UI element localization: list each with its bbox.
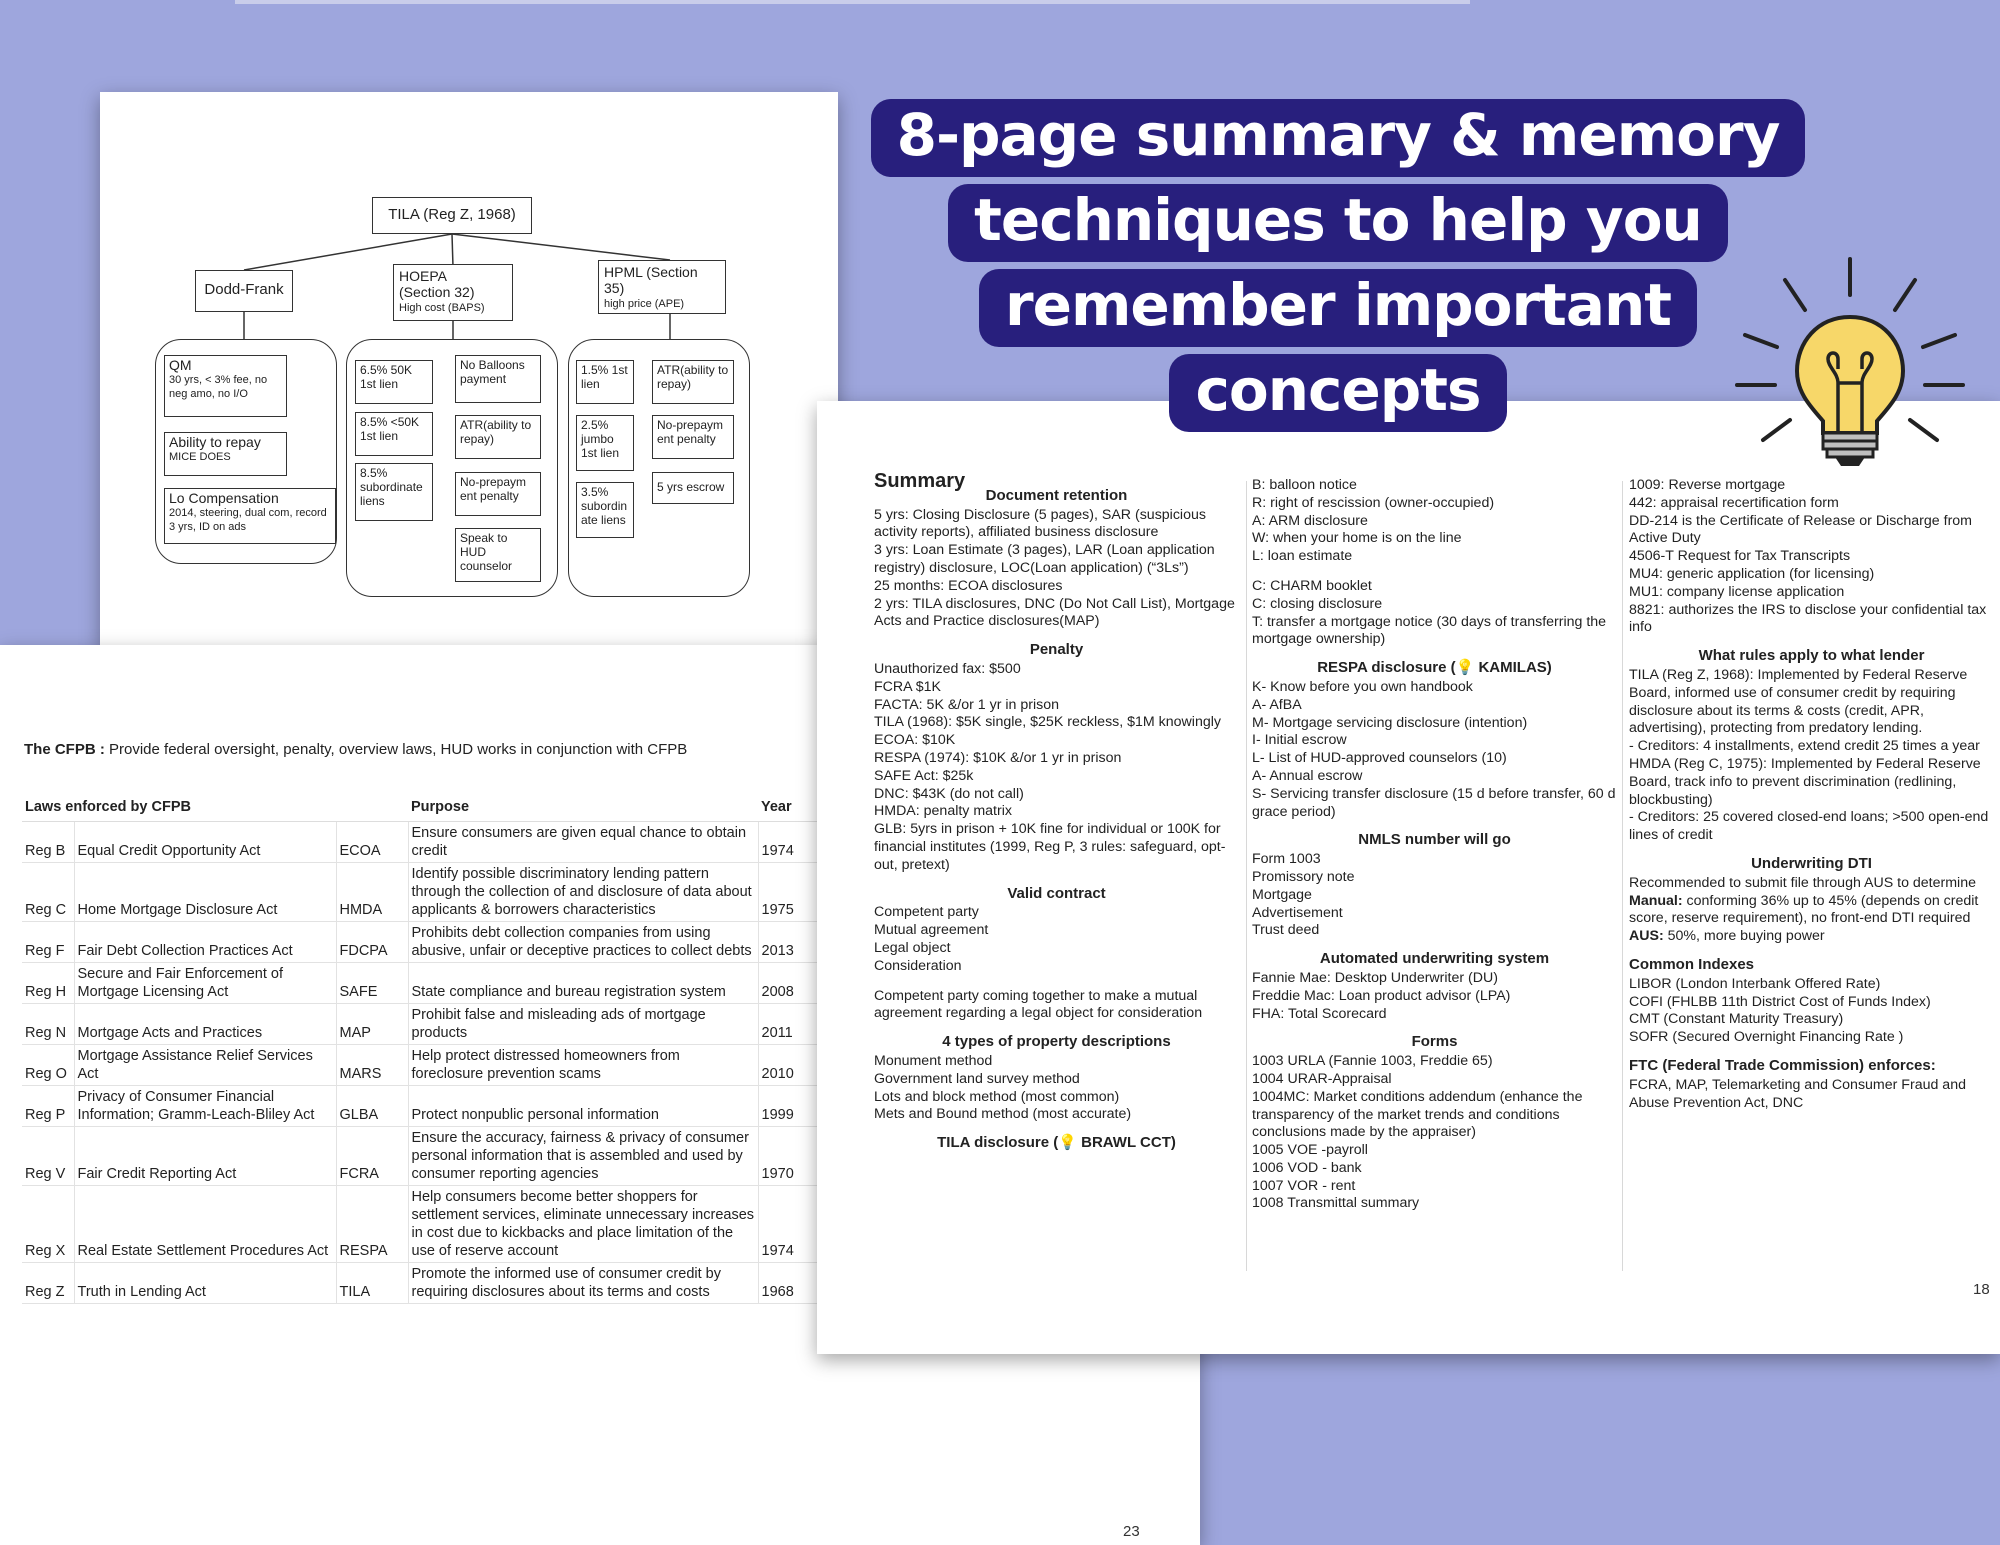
nmls-item: Advertisement <box>1252 904 1343 921</box>
index-item: COFI (FHLBB 11th District Cost of Funds Index) <box>1629 993 1931 1010</box>
cell-law: Mortgage Acts and Practices <box>74 1003 336 1044</box>
cell-reg: Reg C <box>22 862 74 921</box>
forms-list <box>1252 1053 1617 1213</box>
mini-bulb-icon: 💡 <box>1455 659 1475 677</box>
cell-abbr: MARS <box>336 1044 408 1085</box>
cell-reg: Reg O <box>22 1044 74 1085</box>
form-item: 1007 VOR - rent <box>1252 1177 1356 1194</box>
respa-item: K- Know before you own handbook <box>1252 678 1473 695</box>
hpml-box-1: 1.5% 1st lien <box>576 360 634 404</box>
summary-title: Summary <box>874 470 966 492</box>
cell-abbr: MAP <box>336 1003 408 1044</box>
hpml-box-6: 5 yrs escrow <box>652 472 734 504</box>
aus-item: FHA: Total Scorecard <box>1252 1005 1387 1022</box>
cell-abbr: RESPA <box>336 1185 408 1262</box>
cct-item: C: closing disclosure <box>1252 595 1383 612</box>
hoepa-subtitle: High cost (BAPS) <box>399 302 485 314</box>
respa-heading <box>1252 659 1617 677</box>
qm-title: QM <box>169 357 192 373</box>
form-item: 1005 VOE -payroll <box>1252 1142 1368 1159</box>
contract-item: Mutual agreement <box>874 922 989 939</box>
hoepa-box-1: 6.5% 50K 1st lien <box>355 360 433 404</box>
property-item: Government land survey method <box>874 1070 1080 1087</box>
dti-manual <box>1629 893 1994 929</box>
respa-list <box>1252 679 1617 821</box>
penalty-item: DNC: $43K (do not call) <box>874 785 1024 802</box>
lo-desc: 2014, steering, dual com, record 3 yrs, ID on ads <box>169 507 327 533</box>
cell-year: 1970 <box>758 1126 828 1185</box>
cell-abbr: HMDA <box>336 862 408 921</box>
cell-year: 1974 <box>758 1185 828 1262</box>
ability-box <box>164 432 287 476</box>
indexes-heading: Common Indexes <box>1629 955 1755 973</box>
form-item: 8821: authorizes the IRS to disclose your confidential tax info <box>1629 601 1987 636</box>
cell-law: Equal Credit Opportunity Act <box>74 821 336 862</box>
contract-heading: Valid contract <box>1007 884 1106 902</box>
retention-item: 5 yrs: Closing Disclosure (5 pages), SAR (suspicious activity reports), affiliated business disclosure <box>874 506 1206 541</box>
cell-purpose: Ensure the accuracy, fairness & privacy of consumer personal information that is assembled and used by consumer reporting agencies <box>408 1126 758 1185</box>
headline-line-1: 8-page summary & memory <box>871 99 1806 177</box>
respa-item: M- Mortgage servicing disclosure (intention) <box>1252 714 1528 731</box>
cell-abbr: GLBA <box>336 1085 408 1126</box>
indexes-list <box>1629 976 1994 1047</box>
tila-heading <box>874 1134 1239 1152</box>
penalty-item: ECOA: $10K <box>874 732 956 749</box>
form-item: 1004MC: Market conditions addendum (enhance the transparency of the market trends and conditions conclusions made by the appraiser) <box>1252 1088 1583 1141</box>
dti-manual-label: Manual: <box>1629 892 1683 909</box>
cell-law: Mortgage Assistance Relief Services Act <box>74 1044 336 1085</box>
cell-year: 1999 <box>758 1085 828 1126</box>
cfpb-title-rest: Provide federal oversight, penalty, overview laws, HUD works in conjunction with CFPB <box>104 741 688 758</box>
retention-item: 2 yrs: TILA disclosures, DNC (Do Not Call List), Mortgage Acts and Practice disclosures(MAP) <box>874 595 1235 630</box>
hoepa-title: HOEPA <box>399 268 447 284</box>
index-item: CMT (Constant Maturity Treasury) <box>1629 1011 1844 1028</box>
dti-aus <box>1629 928 1994 946</box>
brawl-item: R: right of rescission (owner-occupied) <box>1252 494 1495 511</box>
cell-reg: Reg Z <box>22 1262 74 1303</box>
nmls-item: Trust deed <box>1252 922 1320 939</box>
hpml-box-4: ATR(ability to repay) <box>652 360 734 404</box>
form-item: 4506-T Request for Tax Transcripts <box>1629 548 1851 565</box>
respa-item: L- List of HUD-approved counselors (10) <box>1252 750 1507 767</box>
rules-heading: What rules apply to what lender <box>1698 647 1925 665</box>
cell-purpose: Prohibit false and misleading ads of mortgage products <box>408 1003 758 1044</box>
hpml-box-3: 3.5% subordin ate liens <box>576 482 634 538</box>
dti-aus-label: AUS: <box>1629 928 1664 945</box>
form-item: MU1: company license application <box>1629 583 1845 600</box>
penalty-item: TILA (1968): $5K single, $25K reckless, $1M knowingly <box>874 714 1221 731</box>
hpml-title: HPML (Section <box>604 264 698 280</box>
brawl-item: A: ARM disclosure <box>1252 512 1368 529</box>
cct-list <box>1252 578 1617 649</box>
retention-item: 25 months: ECOA disclosures <box>874 577 1063 594</box>
hoepa-box-3: 8.5% subordinate liens <box>355 463 433 521</box>
column-divider <box>1622 481 1623 1271</box>
cell-purpose: State compliance and bureau registration system <box>408 962 758 1003</box>
cell-law: Home Mortgage Disclosure Act <box>74 862 336 921</box>
dti-heading: Underwriting DTI <box>1751 854 1872 872</box>
property-heading: 4 types of property descriptions <box>942 1033 1171 1051</box>
page-number: 18 <box>1973 1281 1990 1298</box>
penalty-item: Unauthorized fax: $500 <box>874 660 1021 677</box>
cell-purpose: Identify possible discriminatory lending pattern through the collection of and disclosure of data about applicants & borrowers characteristics <box>408 862 758 921</box>
cell-year: 2013 <box>758 921 828 962</box>
cell-law: Real Estate Settlement Procedures Act <box>74 1185 336 1262</box>
aus-heading: Automated underwriting system <box>1319 950 1550 968</box>
contract-item: Competent party <box>874 904 979 921</box>
respa-item: A- Annual escrow <box>1252 767 1363 784</box>
summary-column-3 <box>1629 477 1994 1112</box>
hoepa-section: (Section 32) <box>399 284 475 300</box>
lo-compensation-box <box>164 488 336 544</box>
cell-law: Privacy of Consumer Financial Information; Gramm-Leach-Bliley Act <box>74 1085 336 1126</box>
hoepa-box-6: No-prepaym ent penalty <box>455 472 541 516</box>
tila-root-box: TILA (Reg Z, 1968) <box>372 197 532 234</box>
form-item: 442: appraisal recertification form <box>1629 494 1839 511</box>
aus-item: Freddie Mac: Loan product advisor (LPA) <box>1252 987 1511 1004</box>
nmls-item: Promissory note <box>1252 868 1355 885</box>
header-laws: Laws enforced by CFPB <box>22 785 408 821</box>
cell-year: 1975 <box>758 862 828 921</box>
respa-mnemonic: KAMILAS) <box>1474 659 1552 677</box>
penalty-item: RESPA (1974): $10K &/or 1 yr in prison <box>874 749 1122 766</box>
form-item: 1009: Reverse mortgage <box>1629 477 1786 493</box>
respa-item: S- Servicing transfer disclosure (15 d before transfer, 60 d grace period) <box>1252 785 1616 820</box>
form-item: 1004 URAR-Appraisal <box>1252 1070 1392 1087</box>
cell-purpose: Protect nonpublic personal information <box>408 1085 758 1126</box>
headline-line-3: remember important <box>979 269 1697 347</box>
cell-purpose: Ensure consumers are given equal chance to obtain credit <box>408 821 758 862</box>
brawl-item: L: loan estimate <box>1252 548 1353 565</box>
property-item: Mets and Bound method (most accurate) <box>874 1106 1132 1123</box>
headline-line-2: techniques to help you <box>948 184 1728 262</box>
retention-item: 3 yrs: Loan Estimate (3 pages), LAR (Loan application registry) disclosure, LOC(Loan application) (“3Ls”) <box>874 542 1215 576</box>
cell-reg: Reg B <box>22 821 74 862</box>
rule-item: - Creditors: 25 covered closed-end loans; >500 open-end lines of credit <box>1629 809 1989 844</box>
dti-aus-text: 50%, more buying power <box>1663 928 1825 945</box>
brawl-list <box>1252 477 1617 566</box>
respa-item: A- AfBA <box>1252 696 1302 713</box>
tila-diagram-page <box>100 92 838 648</box>
summary-column-2 <box>1252 477 1617 1213</box>
forms-continued-list <box>1629 477 1994 637</box>
rule-item: - Creditors: 4 installments, extend credit 25 times a year <box>1629 738 1980 755</box>
nmls-item: Form 1003 <box>1252 851 1321 868</box>
top-strip <box>235 0 1470 4</box>
contract-note: Competent party coming together to make a mutual agreement regarding a legal object for consideration <box>874 987 1203 1022</box>
tila-heading-text: TILA disclosure ( <box>937 1134 1059 1152</box>
cct-item: C: CHARM booklet <box>1252 577 1372 594</box>
qm-desc: 30 yrs, < 3% fee, no neg amo, no I/O <box>169 374 268 400</box>
penalty-item: FACTA: 5K &/or 1 yr in prison <box>874 696 1060 713</box>
mini-bulb-icon: 💡 <box>1058 1134 1077 1152</box>
ability-title: Ability to repay <box>169 434 261 450</box>
ftc-text: FCRA, MAP, Telemarketing and Consumer Fraud and Abuse Prevention Act, DNC <box>1629 1076 1966 1111</box>
headline-banner <box>868 93 1808 433</box>
penalty-item: HMDA: penalty matrix <box>874 803 1012 820</box>
contract-item: Legal object <box>874 939 951 956</box>
ftc-heading: FTC (Federal Trade Commission) enforces: <box>1629 1056 1936 1074</box>
cell-abbr: SAFE <box>336 962 408 1003</box>
brawl-item: W: when your home is on the line <box>1252 530 1462 547</box>
nmls-item: Mortgage <box>1252 886 1312 903</box>
respa-heading-text: RESPA disclosure ( <box>1317 659 1456 677</box>
retention-heading: Document retention <box>985 486 1128 504</box>
hpml-section: 35) <box>604 280 625 296</box>
property-item: Monument method <box>874 1052 993 1069</box>
header-year: Year <box>758 785 828 821</box>
property-list <box>874 1053 1239 1124</box>
cell-law: Fair Debt Collection Practices Act <box>74 921 336 962</box>
page-number: 23 <box>1123 1523 1140 1540</box>
ability-desc: MICE DOES <box>169 451 231 463</box>
cell-law: Secure and Fair Enforcement of Mortgage Licensing Act <box>74 962 336 1003</box>
cell-purpose: Help consumers become better shoppers for settlement services, eliminate unnecessary increases in cost due to kickbacks and place limitation of the use of reserve account <box>408 1185 758 1262</box>
cell-abbr: TILA <box>336 1262 408 1303</box>
penalty-item: GLB: 5yrs in prison + 10K fine for individual or 100K for financial institutes (1999, Reg P, 3 rules: safeguard, opt-out, pretext) <box>874 821 1226 873</box>
summary-column-1 <box>874 470 1239 1154</box>
tila-mnemonic: BRAWL CCT) <box>1076 1134 1176 1152</box>
contract-item: Consideration <box>874 957 962 974</box>
rule-item: TILA (Reg Z, 1968): Implemented by Federal Reserve Board, informed use of consumer credit by requiring disclosure about its terms & costs (credit, APR, advertising), protecting from predatory lending. <box>1629 666 1968 737</box>
qm-box <box>164 355 287 417</box>
cell-law: Truth in Lending Act <box>74 1262 336 1303</box>
cell-year: 2011 <box>758 1003 828 1044</box>
form-item: DD-214 is the Certificate of Release or Discharge from Active Duty <box>1629 512 1973 547</box>
index-item: SOFR (Secured Overnight Financing Rate ) <box>1629 1029 1904 1046</box>
hpml-box-2: 2.5% jumbo 1st lien <box>576 415 634 471</box>
cell-law: Fair Credit Reporting Act <box>74 1126 336 1185</box>
hoepa-box-7: Speak to HUD counselor <box>455 528 541 582</box>
forms-heading: Forms <box>1411 1033 1458 1051</box>
cell-year: 1968 <box>758 1262 828 1303</box>
cell-year: 2008 <box>758 962 828 1003</box>
dti-manual-text: conforming 36% up to 45% (depends on credit score, reserve requirement), no front-end DTI required <box>1629 892 1979 927</box>
cell-year: 2010 <box>758 1044 828 1085</box>
cell-abbr: ECOA <box>336 821 408 862</box>
cell-purpose: Help protect distressed homeowners from foreclosure prevention scams <box>408 1044 758 1085</box>
penalty-item: FCRA $1K <box>874 678 942 695</box>
lo-title: Lo Compensation <box>169 490 279 506</box>
hpml-box <box>598 260 726 314</box>
rule-item: HMDA (Reg C, 1975): Implemented by Federal Reserve Board, track info to prevent discrimination (redlining, blockbusting) <box>1629 755 1981 808</box>
cfpb-title-bold: The CFPB : <box>24 741 105 758</box>
nmls-heading: NMLS number will go <box>1358 831 1511 849</box>
column-divider <box>1246 481 1247 1271</box>
summary-page <box>817 401 2000 1354</box>
cfpb-title <box>24 741 687 758</box>
cell-reg: Reg P <box>22 1085 74 1126</box>
brawl-item: B: balloon notice <box>1252 477 1357 493</box>
dodd-frank-box: Dodd-Frank <box>195 270 293 312</box>
cell-reg: Reg H <box>22 962 74 1003</box>
cell-abbr: FDCPA <box>336 921 408 962</box>
cell-year: 1974 <box>758 821 828 862</box>
dti-intro: Recommended to submit file through AUS to determine <box>1629 874 1976 891</box>
header-purpose: Purpose <box>408 785 758 821</box>
cell-reg: Reg V <box>22 1126 74 1185</box>
form-item: 1006 VOD - bank <box>1252 1159 1362 1176</box>
cell-reg: Reg F <box>22 921 74 962</box>
hoepa-box <box>393 264 513 321</box>
penalty-item: SAFE Act: $25k <box>874 767 974 784</box>
aus-list <box>1252 970 1617 1023</box>
form-item: 1003 URLA (Fannie 1003, Freddie 65) <box>1252 1053 1493 1070</box>
nmls-list <box>1252 851 1617 940</box>
lightbulb-icon <box>1735 255 1965 470</box>
form-item: MU4: generic application (for licensing) <box>1629 565 1875 582</box>
penalty-list <box>874 661 1239 875</box>
index-item: LIBOR (London Interbank Offered Rate) <box>1629 975 1881 992</box>
cell-purpose: Prohibits debt collection companies from using abusive, unfair or deceptive practices to collect debts <box>408 921 758 962</box>
cell-abbr: FCRA <box>336 1126 408 1185</box>
form-item: 1008 Transmittal summary <box>1252 1195 1420 1212</box>
cct-item: T: transfer a mortgage notice (30 days of transferring the mortgage ownership) <box>1252 613 1607 648</box>
hpml-subtitle: high price (APE) <box>604 298 685 310</box>
aus-item: Fannie Mae: Desktop Underwriter (DU) <box>1252 969 1498 986</box>
cell-reg: Reg N <box>22 1003 74 1044</box>
hoepa-box-4: No Balloons payment <box>455 355 541 403</box>
rules-list <box>1629 667 1994 845</box>
penalty-heading: Penalty <box>1029 641 1084 659</box>
respa-item: I- Initial escrow <box>1252 732 1347 749</box>
hoepa-box-5: ATR(ability to repay) <box>455 415 541 459</box>
property-item: Lots and block method (most common) <box>874 1088 1120 1105</box>
contract-list <box>874 904 1239 975</box>
hpml-box-5: No-prepaym ent penalty <box>652 415 734 459</box>
cell-reg: Reg X <box>22 1185 74 1262</box>
retention-list <box>874 507 1239 632</box>
headline-line-4: concepts <box>1169 354 1506 432</box>
cell-purpose: Promote the informed use of consumer credit by requiring disclosures about its terms and costs <box>408 1262 758 1303</box>
hoepa-box-2: 8.5% <50K 1st lien <box>355 412 433 456</box>
